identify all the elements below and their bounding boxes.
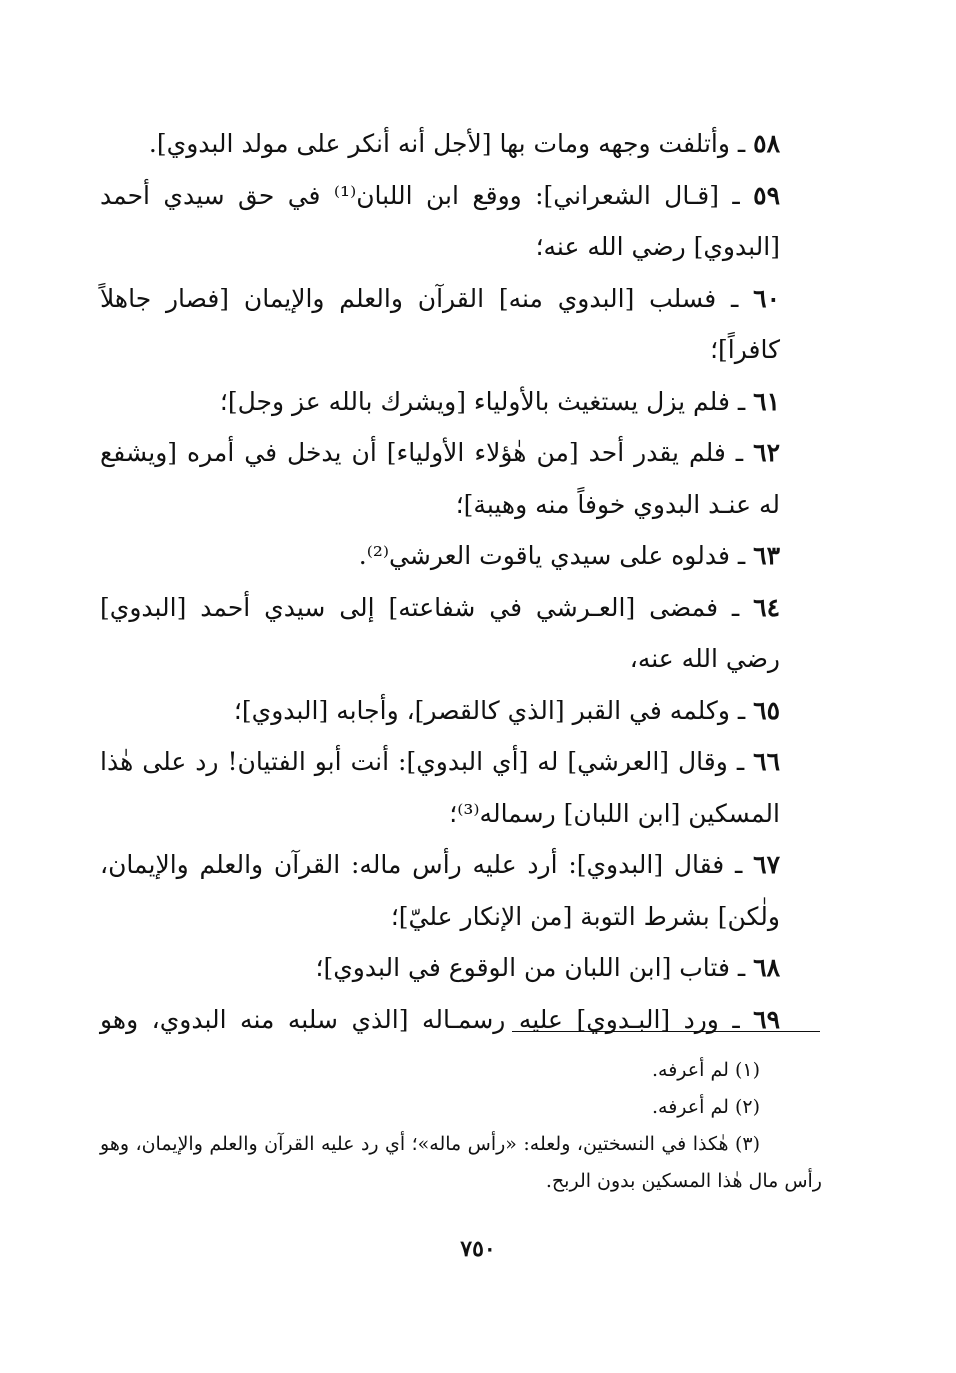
paragraph-text: ـ ورد [البـدوي] عليه رسمـاله [الذي سلبه منه البدوي، وهو (100, 1004, 740, 1034)
paragraph-58 (100, 118, 822, 170)
paragraph-number: ٦١ (753, 386, 780, 416)
paragraph-59 (100, 170, 822, 273)
paragraph-text: ـ [قـال الشعراني]: ووقع ابن اللبان⁽¹⁾ في حق سيدي أحمد [البدوي] رضي الله عنه؛ (100, 180, 780, 261)
paragraph-text: ـ فمضى [العـرشي في شفاعته] إلى سيدي أحمد [البدوي] رضي الله عنه، (100, 592, 780, 673)
footnote-number: (٣) (734, 1133, 760, 1155)
paragraph-text: ـ فقال [البدوي]: أرد عليه رأس ماله: القرآن والعلم والإيمان، ولٰكن] بشرط التوبة [من الإنكار عليّ]؛ (100, 850, 780, 931)
footnote-separator (512, 1031, 820, 1032)
paragraph-text: ـ وأتلفت وجهه ومات بها [لأجل أنه أنكر على مولد البدوي]. (148, 129, 746, 158)
footnote-number: (١) (734, 1059, 760, 1081)
paragraph-65 (100, 685, 822, 737)
paragraph-text: ـ فتاب [ابن اللبان من الوقوع في البدوي]؛ (315, 953, 746, 982)
paragraph-text: ـ وكلمه في القبر [الذي كالقصر]، وأجابه [البدوي]؛ (233, 695, 746, 725)
footnote-text: لم أعرفه. (652, 1059, 729, 1081)
paragraph-number: ٦٣ (753, 541, 780, 570)
paragraph-number: ٦٨ (753, 953, 780, 982)
footnote-text: هٰكذا في النسختين، ولعله: «رأس ماله»؛ أي رد عليه القرآن والعلم والإيمان، وهو رأس مال هٰذا المسكين بدون الربح. (100, 1133, 822, 1192)
paragraph-text: ـ فلم يزل يستغيث بالأولياء [ويشرك بالله عز وجل]؛ (219, 386, 746, 416)
paragraph-60 (100, 273, 822, 376)
footnote-2 (100, 1089, 822, 1126)
paragraph-number: ٦٦ (753, 747, 780, 776)
paragraph-number: ٥٨ (753, 129, 780, 158)
paragraph-number: ٦٥ (753, 695, 780, 725)
footnotes (100, 1052, 822, 1200)
paragraph-64 (100, 582, 822, 685)
paragraph-number: ٦٩ (753, 1004, 780, 1034)
paragraph-66 (100, 736, 822, 839)
page-number: ٧٥٠ (460, 1236, 496, 1262)
paragraph-number: ٦٠ (753, 283, 780, 313)
paragraph-number: ٥٩ (753, 180, 780, 210)
paragraph-text: ـ وقال [العرشي] له [أي البدوي]: أنت أبو الفتيان! رد على هٰذا المسكين [ابن اللبان] رسماله⁽³⁾؛ (100, 747, 780, 828)
footnote-1 (100, 1052, 822, 1089)
paragraph-69 (100, 994, 822, 1046)
paragraph-text: ـ فلم يقدر أحد [من هٰؤلاء الأولياء] أن يدخل في أمره [ويشفع له عنـد البدوي خوفاً منه وهيبة]؛ (100, 438, 780, 519)
paragraph-63 (100, 530, 822, 582)
paragraph-67 (100, 839, 822, 942)
paragraph-68 (100, 942, 822, 994)
paragraph-text: ـ فدلوه على سيدي ياقوت العرشي⁽²⁾. (358, 541, 746, 570)
paragraph-number: ٦٧ (753, 850, 780, 879)
footnote-3 (100, 1126, 822, 1200)
paragraph-62 (100, 427, 822, 530)
paragraph-61 (100, 376, 822, 428)
footnote-text: لم أعرفه. (652, 1096, 729, 1118)
paragraph-text: ـ فسلب [البدوي منه] القرآن والعلم والإيمان [فصار جاهلاً كافراً]؛ (100, 283, 780, 364)
main-text (100, 118, 822, 1045)
paragraph-number: ٦٤ (753, 592, 780, 622)
footnote-number: (٢) (734, 1096, 760, 1118)
paragraph-number: ٦٢ (753, 438, 780, 467)
